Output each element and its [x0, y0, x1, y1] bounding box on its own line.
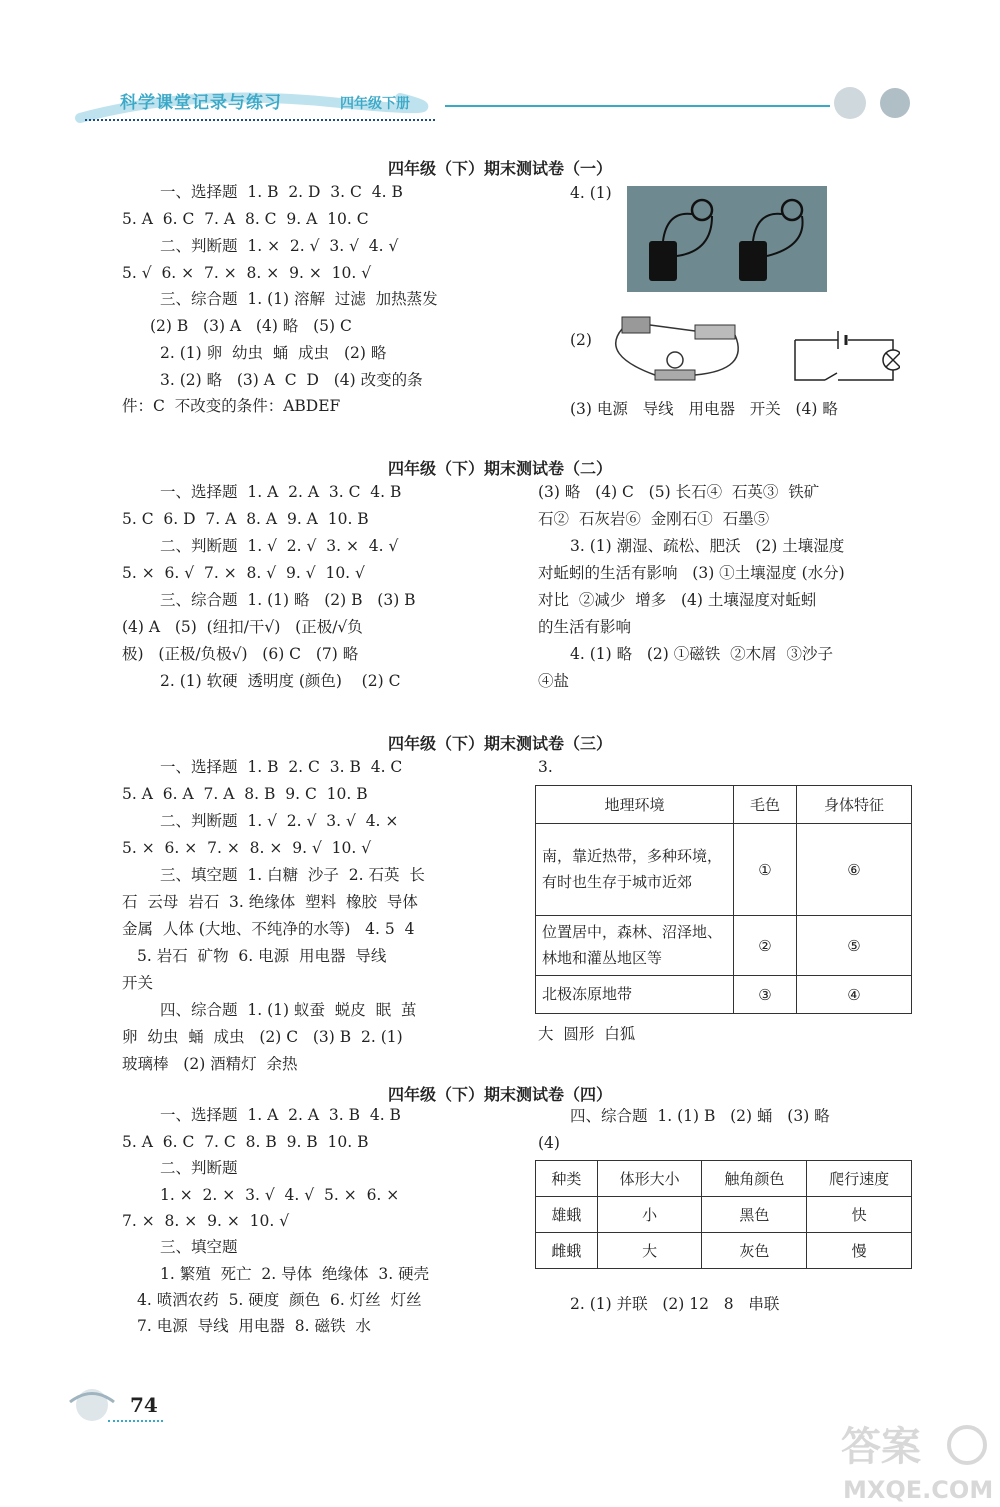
table-cell: 北极冻原地带 [536, 976, 734, 1014]
test3-q3-label: 3. [538, 758, 553, 776]
footer-decoration-icon [62, 1380, 122, 1425]
table-cell: 位置居中，森林、沼泽地、林地和灌丛地区等 [536, 916, 734, 976]
test4-line: 三、填空题 [160, 1238, 238, 1256]
header-rule [445, 105, 830, 107]
test1-line: 5. A 6. C 7. A 8. C 9. A 10. C [122, 210, 369, 228]
test4-line: 一、选择题 1. A 2. A 3. B 4. B [160, 1106, 401, 1124]
circuit-schematic [790, 325, 900, 390]
table-cell: 大 [597, 1233, 702, 1269]
test3-line: 石 云母 岩石 3. 绝缘体 塑料 橡胶 导体 [122, 893, 418, 911]
test4-line: 7. × 8. × 9. × 10. √ [122, 1212, 290, 1230]
test3-line: 二、判断题 1. √ 2. √ 3. √ 4. × [160, 812, 399, 830]
header-title: 科学课堂记录与练习 [120, 93, 282, 113]
table-cell: 雄蛾 [536, 1197, 598, 1233]
test2-line: 5. C 6. D 7. A 8. A 9. A 10. B [122, 510, 369, 528]
test4-line: 二、判断题 [160, 1159, 238, 1177]
header-grade: 四年级下册 [340, 96, 410, 112]
table-cell: 慢 [807, 1233, 912, 1269]
table-row [536, 824, 912, 916]
table-row [536, 1233, 912, 1269]
table-header-row [536, 1161, 912, 1197]
test2-right-line: (3) 略 (4) C (5) 长石④ 石英③ 铁矿 [538, 483, 820, 501]
test2-line: 极) (正极/负极√) (6) C (7) 略 [122, 645, 359, 663]
table-cell: ② [734, 916, 797, 976]
header-dotted-rule [85, 119, 435, 121]
table-header-cell: 爬行速度 [807, 1161, 912, 1197]
test3-line: 金属 人体 (大地、不纯净的水等) 4. 5 4 [122, 920, 415, 938]
page-number: 74 [130, 1393, 158, 1417]
test4-line: 4. 喷洒农药 5. 硬度 颜色 6. 灯丝 灯丝 [137, 1291, 422, 1309]
table-cell: 小 [597, 1197, 702, 1233]
test2-line: 2. (1) 软硬 透明度 (颜色) (2) C [160, 672, 401, 690]
test3-line: 5. A 6. A 7. A 8. B 9. C 10. B [122, 785, 368, 803]
test2-right-line: ④盐 [538, 672, 570, 690]
footer-dotted-rule [108, 1420, 163, 1422]
test2-right-line: 对比 ②减少 增多 (4) 土壤湿度对蚯蚓 [538, 591, 817, 609]
table-row [536, 976, 912, 1014]
test1-line: 一、选择题 1. B 2. D 3. C 4. B [160, 183, 403, 201]
test2-right-line: 的生活有影响 [538, 618, 632, 636]
test1-line: 5. √ 6. × 7. × 8. × 9. × 10. √ [122, 264, 372, 282]
test4-line: 1. 繁殖 死亡 2. 导体 绝缘体 3. 硬壳 [160, 1265, 430, 1283]
test3-line: 5. × 6. × 7. × 8. × 9. √ 10. √ [122, 839, 372, 857]
test3-line: 三、填空题 1. 白糖 沙子 2. 石英 长 [160, 866, 425, 884]
test2-line: 二、判断题 1. √ 2. √ 3. × 4. √ [160, 537, 399, 555]
test2-right-line: 3. (1) 潮湿、疏松、肥沃 (2) 土壤湿度 [570, 537, 845, 555]
test1-q4-2-label: (2) [570, 331, 592, 349]
test2-right-line: 4. (1) 略 (2) ①磁铁 ②木屑 ③沙子 [570, 645, 833, 663]
test3-line: 四、综合题 1. (1) 蚁蚕 蜕皮 眠 茧 [160, 1001, 417, 1019]
test1-line: (2) B (3) A (4) 略 (5) C [150, 317, 352, 335]
table-header-cell: 毛色 [734, 786, 797, 824]
test4-title: 四年级（下）期末测试卷（四） [387, 1085, 612, 1104]
table-cell: 雌蛾 [536, 1233, 598, 1269]
test3-line: 卵 幼虫 蛹 成虫 (2) C (3) B 2. (1) [122, 1028, 403, 1046]
test1-line: 三、综合题 1. (1) 溶解 过滤 加热蒸发 [160, 290, 438, 308]
test4-right-q4: (4) [538, 1134, 560, 1152]
table-cell: ⑥ [797, 824, 912, 916]
test3-line: 玻璃棒 (2) 酒精灯 余热 [122, 1055, 298, 1073]
table-cell: ⑤ [797, 916, 912, 976]
test4-line: 5. A 6. C 7. C 8. B 9. B 10. B [122, 1133, 369, 1151]
table-header-cell: 种类 [536, 1161, 598, 1197]
test4-line: 1. × 2. × 3. √ 4. √ 5. × 6. × [160, 1186, 400, 1204]
table-cell: ① [734, 824, 797, 916]
table-cell: 灰色 [702, 1233, 807, 1269]
test1-line: 件：C 不改变的条件：ABDEF [122, 397, 341, 415]
watermark-logo [835, 1418, 995, 1503]
test2-line: 5. × 6. √ 7. × 8. √ 9. √ 10. √ [122, 564, 365, 582]
svg-text:答案: 答案 [841, 1424, 921, 1470]
table-row [536, 1197, 912, 1233]
test3-line: 开关 [122, 974, 154, 992]
table-header-cell: 身体特征 [797, 786, 912, 824]
test4-right-intro: 四、综合题 1. (1) B (2) 蛹 (3) 略 [570, 1107, 830, 1125]
test2-line: 三、综合题 1. (1) 略 (2) B (3) B [160, 591, 416, 609]
test4-right-end: 2. (1) 并联 (2) 12 8 串联 [570, 1295, 780, 1313]
table-cell: 黑色 [702, 1197, 807, 1233]
test2-line: 一、选择题 1. A 2. A 3. C 4. B [160, 483, 402, 501]
test1-line: 2. (1) 卵 幼虫 蛹 成虫 (2) 略 [160, 344, 387, 362]
test1-line: 二、判断题 1. × 2. √ 3. √ 4. √ [160, 237, 399, 255]
test1-q4-label: 4. (1) [570, 184, 612, 202]
table-header-row [536, 786, 912, 824]
moth-comparison-table [535, 1160, 912, 1269]
table-cell: 快 [807, 1197, 912, 1233]
test2-line: (4) A (5) (纽扣/干√) (正极/√负 [122, 618, 363, 636]
table-row [536, 916, 912, 976]
test2-title: 四年级（下）期末测试卷（二） [387, 459, 612, 478]
watermark-text: MXQE.COM [843, 1476, 994, 1503]
test1-title: 四年级（下）期末测试卷（一） [387, 159, 612, 178]
table-header-cell: 体形大小 [597, 1161, 702, 1197]
test3-line: 一、选择题 1. B 2. C 3. B 4. C [160, 758, 403, 776]
test1-line: 3. (2) 略 (3) A C D (4) 改变的条 [160, 371, 423, 389]
table-cell: ④ [797, 976, 912, 1014]
table-header-cell: 触角颜色 [702, 1161, 807, 1197]
circuit-wiring-drawing [600, 305, 760, 390]
table-cell: ③ [734, 976, 797, 1014]
test3-after-table: 大 圆形 白狐 [538, 1025, 636, 1043]
circuit-photo-drawing [627, 186, 827, 292]
test2-right-line: 对蚯蚓的生活有影响 (3) ①土壤湿度 (水分) [538, 564, 845, 582]
test2-right-line: 石② 石灰岩⑥ 金刚石① 石墨⑤ [538, 510, 770, 528]
test3-title: 四年级（下）期末测试卷（三） [387, 734, 612, 753]
table-header-cell: 地理环境 [536, 786, 734, 824]
test3-line: 5. 岩石 矿物 6. 电源 用电器 导线 [137, 947, 387, 965]
test4-line: 7. 电源 导线 用电器 8. 磁铁 水 [137, 1317, 371, 1335]
test1-q4-answer: (3) 电源 导线 用电器 开关 (4) 略 [570, 400, 838, 418]
fox-habitat-table [535, 785, 912, 1014]
table-cell: 南，靠近热带，多种环境，有时也生存于城市近郊 [536, 824, 734, 916]
